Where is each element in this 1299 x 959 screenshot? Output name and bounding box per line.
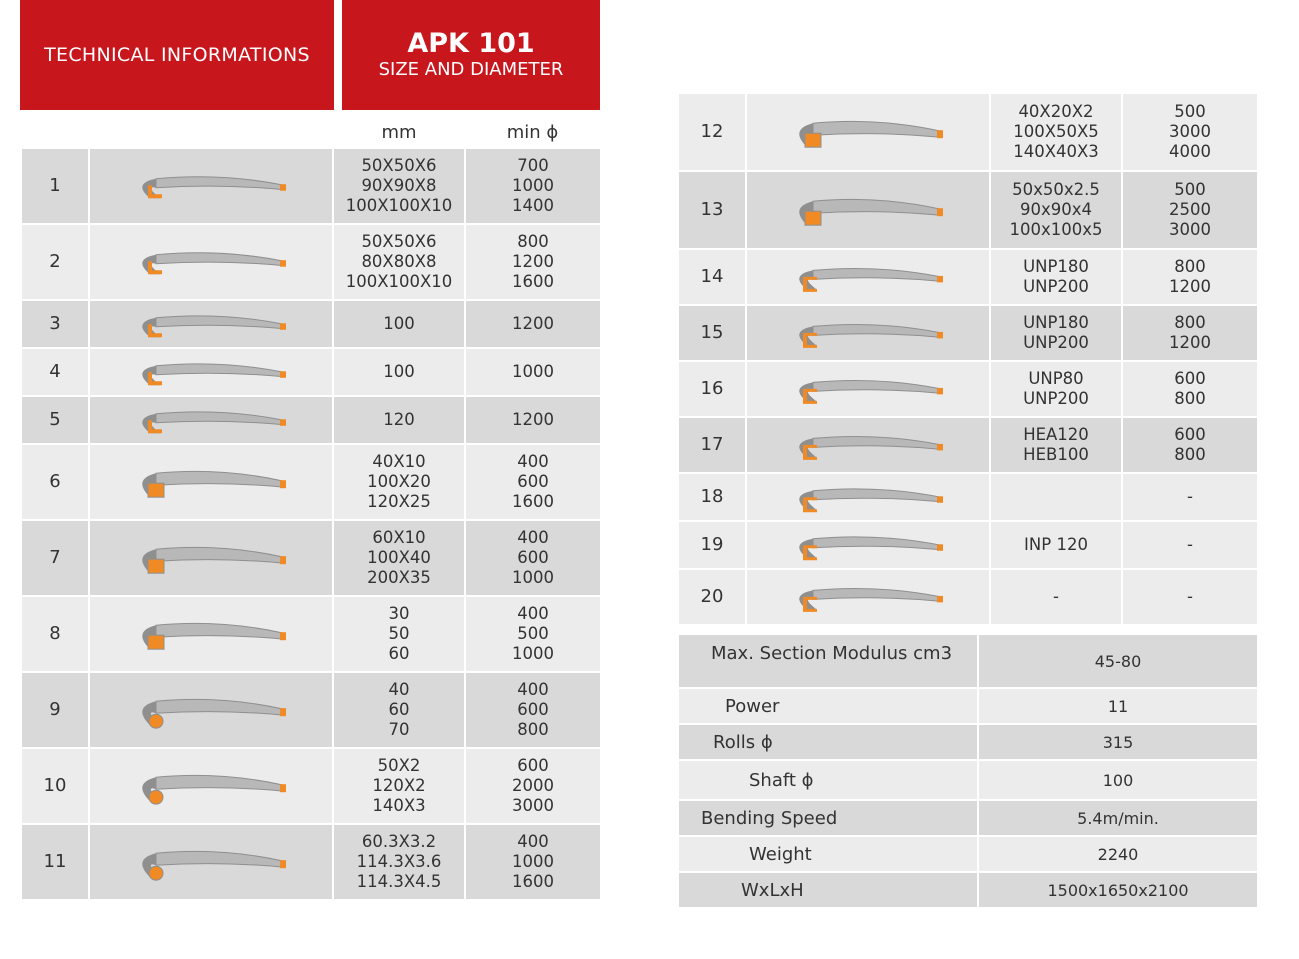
profile-image (746, 305, 990, 361)
size-mm: 100 (333, 348, 465, 396)
profile-image (89, 824, 333, 900)
size-mm: 40 60 70 (333, 672, 465, 748)
profile-image (746, 171, 990, 249)
spec-label: Shaft ϕ (678, 760, 978, 800)
min-diameter: 1000 (465, 348, 601, 396)
size-mm: INP 120 (990, 521, 1122, 569)
equal-angle-inward-profile-icon (126, 234, 296, 290)
table-row (678, 361, 1258, 417)
h-beam-hard-way-profile-icon (783, 576, 953, 618)
round-bar-profile-icon (126, 682, 296, 738)
size-table-right (677, 92, 1259, 626)
size-mm: UNP80 UNP200 (990, 361, 1122, 417)
profile-image (746, 473, 990, 521)
tee-outward-profile-icon (126, 307, 296, 341)
profile-image (89, 748, 333, 824)
table-row (21, 148, 601, 224)
min-diameter: 400 1000 1600 (465, 824, 601, 900)
flat-bar-hard-way-profile-icon (126, 530, 296, 586)
table-row (21, 224, 601, 300)
spec-row (678, 800, 1258, 836)
channel-outward-profile-icon (783, 256, 953, 298)
size-mm: 50X2 120X2 140X3 (333, 748, 465, 824)
profile-image (746, 417, 990, 473)
size-mm: - (990, 569, 1122, 625)
row-number: 13 (678, 171, 746, 249)
size-mm: 60X10 100X40 200X35 (333, 520, 465, 596)
min-diameter: 600 2000 3000 (465, 748, 601, 824)
spec-label: Power (678, 688, 978, 724)
table-row (21, 300, 601, 348)
spec-value: 1500x1650x2100 (978, 872, 1258, 908)
spec-row (678, 836, 1258, 872)
table-row (678, 171, 1258, 249)
profile-image (89, 224, 333, 300)
row-number: 18 (678, 473, 746, 521)
column-header-mm: mm (381, 121, 417, 143)
row-number: 2 (21, 224, 89, 300)
table-row (678, 521, 1258, 569)
profile-image (746, 249, 990, 305)
spec-value: 315 (978, 724, 1258, 760)
tee-flat-profile-icon (126, 403, 296, 437)
model-title: APK 101 (407, 28, 535, 59)
size-table-left (20, 147, 602, 901)
column-header-min-diameter: min ϕ (506, 121, 559, 143)
min-diameter: 400 600 1600 (465, 444, 601, 520)
table-row (678, 93, 1258, 171)
table-row (678, 249, 1258, 305)
row-number: 17 (678, 417, 746, 473)
size-mm: 50X50X6 80X80X8 100X100X10 (333, 224, 465, 300)
row-number: 11 (21, 824, 89, 900)
size-mm: 50x50x2.5 90x90x4 100x100x5 (990, 171, 1122, 249)
size-mm: 100 (333, 300, 465, 348)
row-number: 1 (21, 148, 89, 224)
row-number: 9 (21, 672, 89, 748)
channel-inward-profile-icon (783, 312, 953, 354)
spec-value: 11 (978, 688, 1258, 724)
min-diameter: 1200 (465, 300, 601, 348)
row-number: 4 (21, 348, 89, 396)
spec-value: 2240 (978, 836, 1258, 872)
row-number: 12 (678, 93, 746, 171)
size-mm: 60.3X3.2 114.3X3.6 114.3X4.5 (333, 824, 465, 900)
profile-image (89, 520, 333, 596)
size-mm: HEA120 HEB100 (990, 417, 1122, 473)
spec-value: 45-80 (978, 634, 1258, 688)
square-tube-profile-icon (783, 182, 953, 238)
size-mm: 120 (333, 396, 465, 444)
row-number: 14 (678, 249, 746, 305)
spec-row (678, 760, 1258, 800)
min-diameter: 500 2500 3000 (1122, 171, 1258, 249)
round-pipe-profile-icon (126, 834, 296, 890)
profile-image (89, 300, 333, 348)
min-diameter: 400 600 1000 (465, 520, 601, 596)
row-number: 8 (21, 596, 89, 672)
table-row (21, 444, 601, 520)
size-mm: 30 50 60 (333, 596, 465, 672)
size-mm: 40X10 100X20 120X25 (333, 444, 465, 520)
min-diameter: 400 500 1000 (465, 596, 601, 672)
channel-hard-way-profile-icon (783, 480, 953, 514)
flat-bar-easy-way-profile-icon (126, 454, 296, 510)
spec-label: Rolls ϕ (678, 724, 978, 760)
h-beam-flat-profile-icon (783, 424, 953, 466)
table-row (678, 305, 1258, 361)
min-diameter: 800 1200 1600 (465, 224, 601, 300)
table-row (678, 569, 1258, 625)
spec-value: 100 (978, 760, 1258, 800)
profile-image (89, 348, 333, 396)
square-bar-profile-icon (126, 606, 296, 662)
size-mm: 40X20X2 100X50X5 140X40X3 (990, 93, 1122, 171)
spec-row (678, 724, 1258, 760)
profile-image (89, 596, 333, 672)
round-tube-profile-icon (126, 758, 296, 814)
spec-label: Bending Speed (678, 800, 978, 836)
row-number: 5 (21, 396, 89, 444)
row-number: 20 (678, 569, 746, 625)
min-diameter: 1200 (465, 396, 601, 444)
table-row (21, 748, 601, 824)
spec-label: Weight (678, 836, 978, 872)
machine-specs-table (677, 633, 1259, 909)
table-row (678, 473, 1258, 521)
channel-flat-profile-icon (783, 368, 953, 410)
row-number: 3 (21, 300, 89, 348)
min-diameter: 400 600 800 (465, 672, 601, 748)
min-diameter: - (1122, 473, 1258, 521)
row-number: 16 (678, 361, 746, 417)
rect-tube-flat-profile-icon (783, 104, 953, 160)
table-row (21, 520, 601, 596)
min-diameter: 600 800 (1122, 417, 1258, 473)
size-mm: 50X50X6 90X90X8 100X100X10 (333, 148, 465, 224)
table-row (21, 348, 601, 396)
spec-label: Max. Section Modulus cm3 (678, 634, 978, 688)
i-beam-hard-way-profile-icon (783, 528, 953, 562)
profile-image (746, 93, 990, 171)
row-number: 10 (21, 748, 89, 824)
spec-value: 5.4m/min. (978, 800, 1258, 836)
row-number: 19 (678, 521, 746, 569)
profile-image (89, 396, 333, 444)
table-row (21, 596, 601, 672)
equal-angle-outward-profile-icon (126, 158, 296, 214)
row-number: 15 (678, 305, 746, 361)
banner-left-text: TECHNICAL INFORMATIONS (44, 44, 310, 66)
row-number: 6 (21, 444, 89, 520)
min-diameter: - (1122, 521, 1258, 569)
size-mm: UNP180 UNP200 (990, 249, 1122, 305)
table-row (21, 396, 601, 444)
table-row (678, 417, 1258, 473)
profile-image (89, 672, 333, 748)
profile-image (89, 148, 333, 224)
min-diameter: 600 800 (1122, 361, 1258, 417)
spec-row (678, 872, 1258, 908)
size-mm: UNP180 UNP200 (990, 305, 1122, 361)
table-row (21, 672, 601, 748)
row-number: 7 (21, 520, 89, 596)
profile-image (89, 444, 333, 520)
min-diameter: 700 1000 1400 (465, 148, 601, 224)
technical-informations-banner (20, 0, 334, 110)
spec-row (678, 634, 1258, 688)
model-banner (342, 0, 600, 110)
min-diameter: 800 1200 (1122, 249, 1258, 305)
min-diameter: - (1122, 569, 1258, 625)
size-mm (990, 473, 1122, 521)
tee-inward-profile-icon (126, 355, 296, 389)
spec-label: WxLxH (678, 872, 978, 908)
min-diameter: 800 1200 (1122, 305, 1258, 361)
min-diameter: 500 3000 4000 (1122, 93, 1258, 171)
spec-row (678, 688, 1258, 724)
model-subtitle: SIZE AND DIAMETER (378, 59, 564, 80)
profile-image (746, 361, 990, 417)
table-row (21, 824, 601, 900)
profile-image (746, 569, 990, 625)
profile-image (746, 521, 990, 569)
